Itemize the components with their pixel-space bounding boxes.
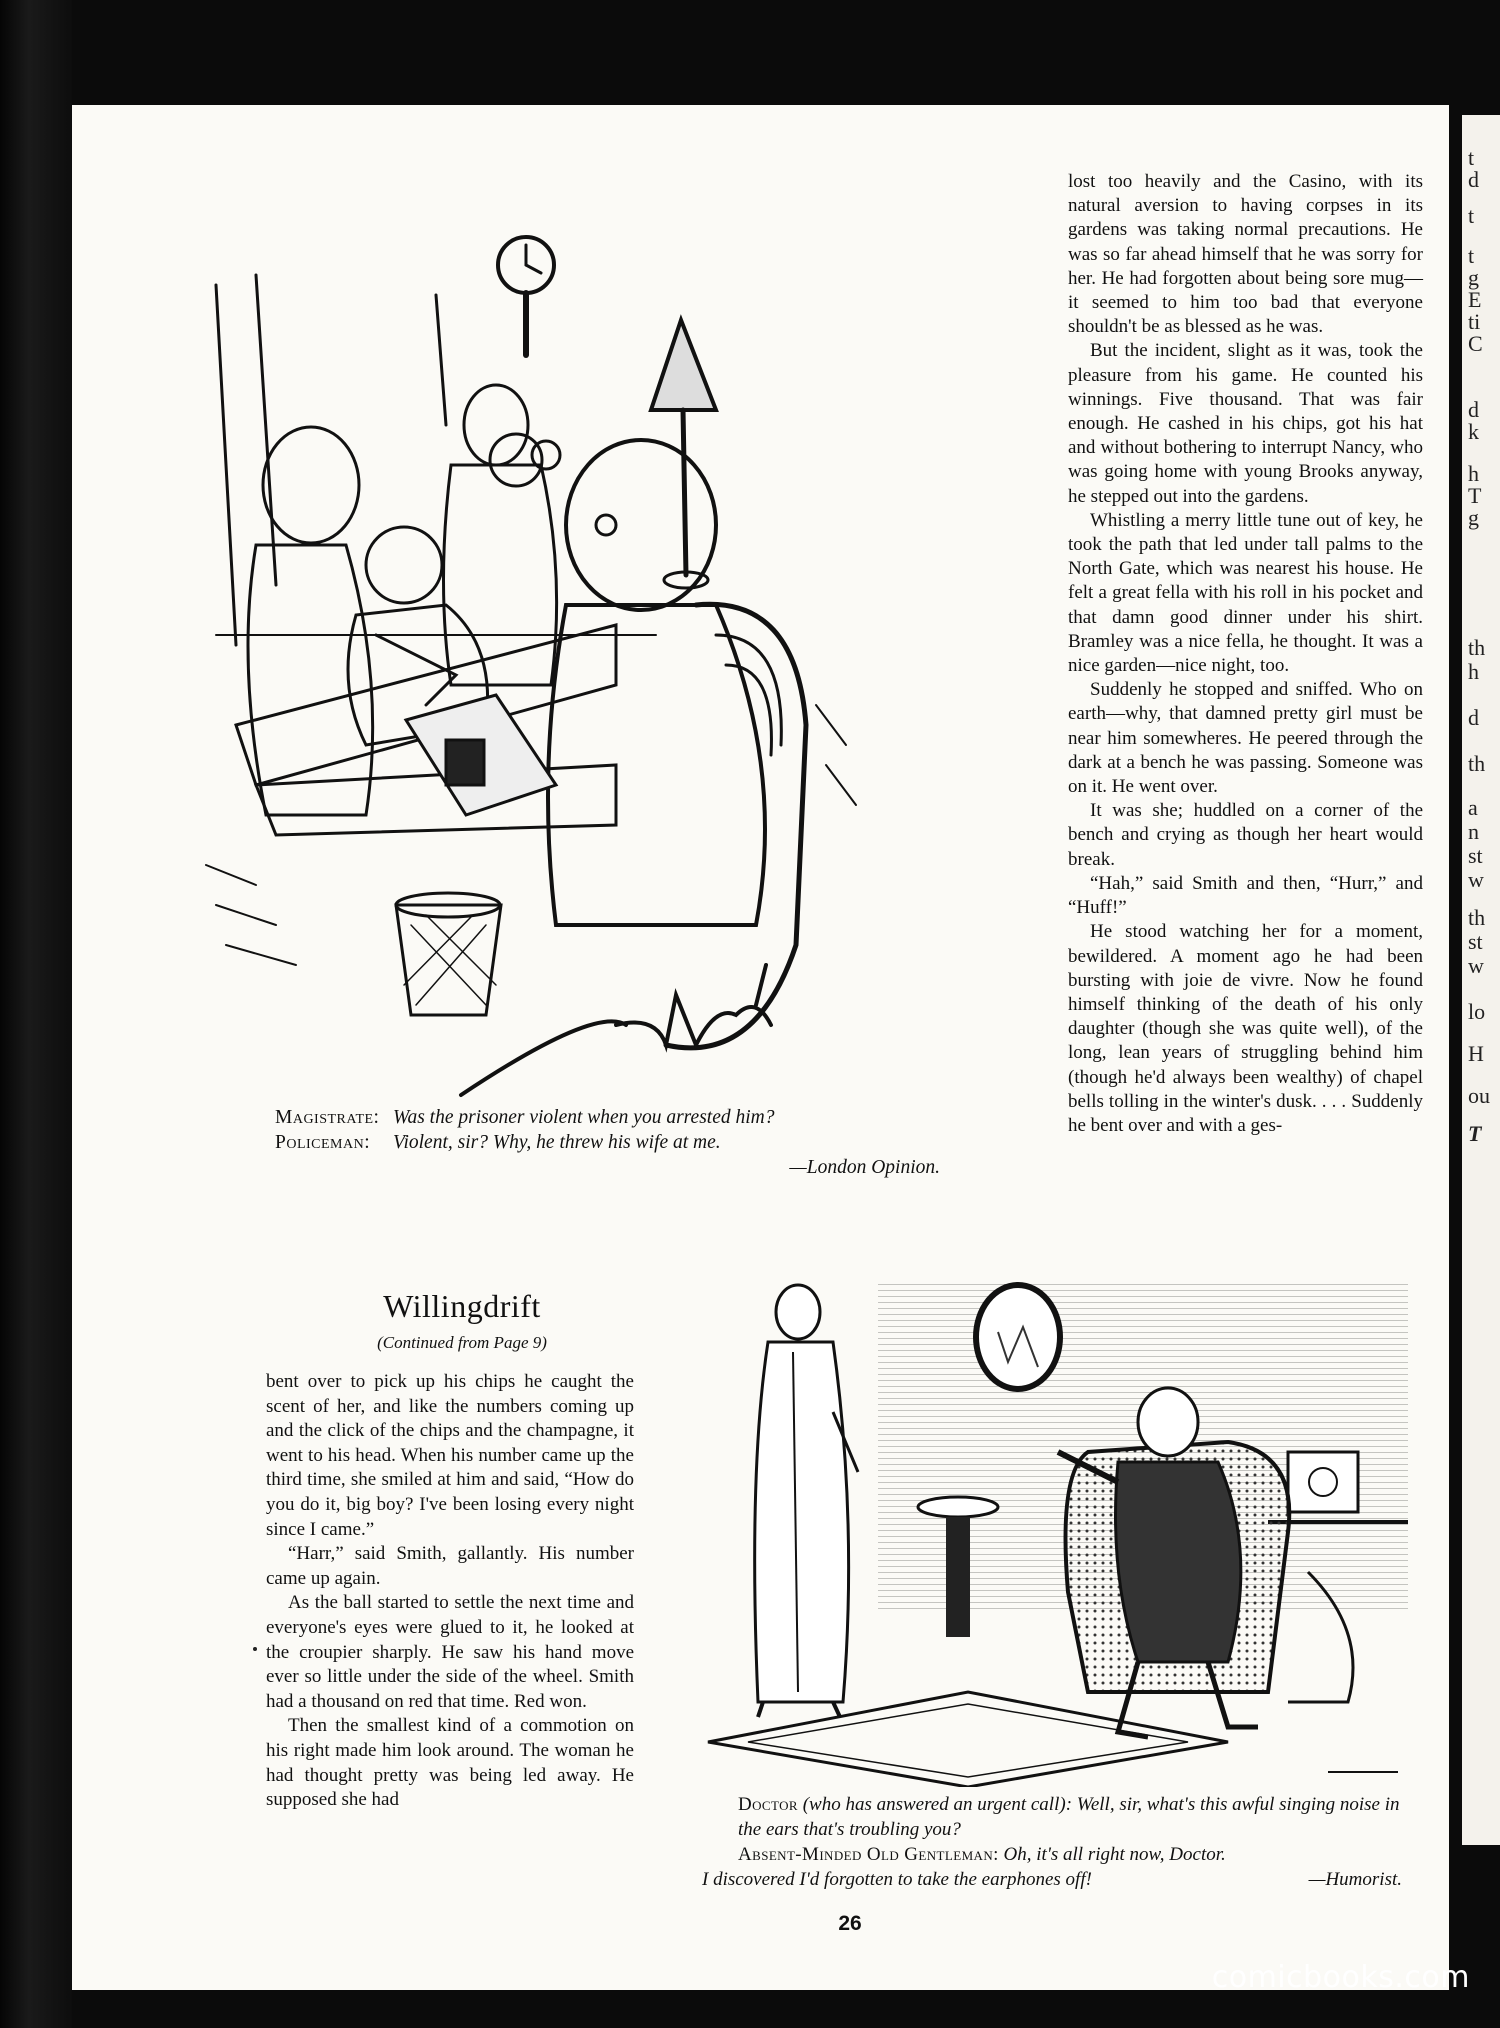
- fragment: H: [1468, 1041, 1484, 1066]
- speaker-policeman: Policeman:: [275, 1132, 371, 1153]
- fragment: lo: [1468, 999, 1486, 1024]
- story-paragraph: As the ball started to settle the next time and everyone's eyes were glued to it, he looked at the croupier sharply. He saw his hand move ever so little under the side of the wheel. Smith had a thousand on red that time. Red won.: [266, 1592, 634, 1712]
- magistrate-dialogue: Was the prisoner violent when you arrested him?: [393, 1107, 775, 1128]
- fragment: th: [1468, 905, 1486, 930]
- fragment: T: [1468, 1121, 1482, 1146]
- speaker-doctor: Doctor: [738, 1794, 798, 1815]
- fragment: d: [1468, 705, 1479, 730]
- fragment: T: [1468, 483, 1482, 508]
- doctor-aside: (who has answered an urgent call):: [797, 1794, 1077, 1815]
- fragment: st: [1468, 929, 1483, 954]
- caption-line-magistrate: [275, 1105, 940, 1130]
- fragment: g: [1468, 505, 1479, 530]
- fragment: d: [1468, 397, 1479, 422]
- story-left-column: [266, 1370, 634, 1813]
- print-speck: [253, 1647, 257, 1651]
- fragment: th: [1468, 635, 1486, 660]
- policeman-dialogue: Violent, sir? Why, he threw his wife at me.: [393, 1132, 721, 1153]
- story-paragraph: lost too heavily and the Casino, with its natural aversion to having corpses in its gardens was taking normal precautions. He was so far ahead himself that he was sorry for her. He had forgotten about being sore mug—it seemed to him too bad that everyone shouldn't be as blessed as he was.: [1068, 171, 1423, 338]
- fragment: h: [1468, 659, 1479, 684]
- fragment: E: [1468, 287, 1482, 312]
- fragment: th: [1468, 751, 1486, 776]
- story-paragraph: Whistling a merry little tune out of key, he took the path that led under tall palms to the North Gate, which was nearest his house. He felt a great fella with his roll in his pocket and that damn good dinner under his shirt. Bramley was a nice fella, he thought. It was a nice garden—nice night, too.: [1068, 509, 1423, 677]
- story-paragraph: Then the smallest kind of a commotion on his right made him look around. The woman he had thought pretty was being led away. He supposed she had: [266, 1715, 634, 1811]
- fragment: ou: [1468, 1083, 1490, 1108]
- fragment: t: [1468, 203, 1475, 228]
- fragment: t: [1468, 145, 1475, 170]
- caption-source: —Humorist.: [1308, 1869, 1402, 1890]
- top-cartoon-caption: [275, 1105, 940, 1180]
- story-continued-note: (Continued from Page 9): [377, 1333, 547, 1352]
- bottom-cartoon-caption: [702, 1792, 1402, 1892]
- story-paragraph: bent over to pick up his chips he caught the scent of her, and like the numbers coming up and the click of the chips and the champagne, it went to his head. When his number came up the third time, she smiled at him and said, “How do you do it, big boy? I've been losing every night since I came.”: [266, 1371, 634, 1540]
- story-paragraph: “Harr,” said Smith, gallantly. His number came up again.: [266, 1543, 634, 1589]
- fragment: t: [1468, 243, 1475, 268]
- caption-gentleman-line: [702, 1842, 1402, 1867]
- story-right-column: [1068, 170, 1423, 1138]
- caption-last-line: [702, 1867, 1402, 1892]
- story-paragraph: “Hah,” said Smith and then, “Hurr,” and “Huff!”: [1068, 872, 1423, 919]
- story-title: Willingdrift: [383, 1288, 541, 1324]
- facing-page-strip: [1462, 115, 1500, 1845]
- doctor-cartoon-illustration: [668, 1272, 1416, 1787]
- fragment: C: [1468, 331, 1483, 356]
- fragment: k: [1468, 419, 1479, 444]
- fragment: w: [1468, 867, 1484, 892]
- story-paragraph: He stood watching her for a moment, bewildered. A moment ago he had been bursting with joie de vivre. Now he found himself thinking of the death of his only daughter (though she was quite well), of the long, lean years of struggling behind him (though he'd always been wealthy) of chapel bells tolling in the winter's dusk. . . . Suddenly he bent over and with a ges-: [1068, 921, 1423, 1136]
- story-paragraph: Suddenly he stopped and sniffed. Who on earth—why, that damned pretty girl must be near him somewheres. He peered through the dark at a bench he was passing. Someone was on it. He went over.: [1068, 679, 1423, 798]
- gentleman-dialogue: Oh, it's all right now, Doctor.: [998, 1844, 1226, 1865]
- story-paragraph: But the incident, slight as it was, took the pleasure from his game. He counted his winnings. Five thousand. That was fair enough. He cashed in his chips, got his hat and without bothering to interrupt Nancy, who was going home with young Brooks anyway, he stepped out into the gardens.: [1068, 340, 1423, 507]
- page-number: 26: [838, 1912, 862, 1935]
- gentleman-dialogue-cont: I discovered I'd forgotten to take the earphones off!: [702, 1869, 1092, 1890]
- fragment: w: [1468, 953, 1484, 978]
- caption-line-policeman: [275, 1130, 940, 1155]
- scan-edge-left: [0, 0, 72, 2028]
- fragment: n: [1468, 819, 1479, 844]
- courtroom-cartoon-illustration: [196, 165, 1056, 1100]
- fragment: ti: [1468, 309, 1481, 334]
- doctor-dialogue: Well, sir, what's this awful singing noise in the ears that's troubling you?: [738, 1794, 1400, 1840]
- story-paragraph: It was she; huddled on a corner of the bench and crying as though her heart would break.: [1068, 800, 1423, 870]
- site-watermark: comicbooks.com: [1211, 1960, 1470, 1995]
- fragment: st: [1468, 843, 1483, 868]
- caption-doctor-line: [702, 1792, 1402, 1842]
- speaker-gentleman: Absent-Minded Old Gentleman:: [738, 1844, 999, 1865]
- caption-source: —London Opinion.: [789, 1157, 940, 1178]
- fragment: h: [1468, 461, 1479, 486]
- speaker-magistrate: Magistrate:: [275, 1107, 380, 1128]
- fragment: a: [1468, 795, 1478, 820]
- fragment: d: [1468, 167, 1479, 192]
- fragment: g: [1468, 265, 1479, 290]
